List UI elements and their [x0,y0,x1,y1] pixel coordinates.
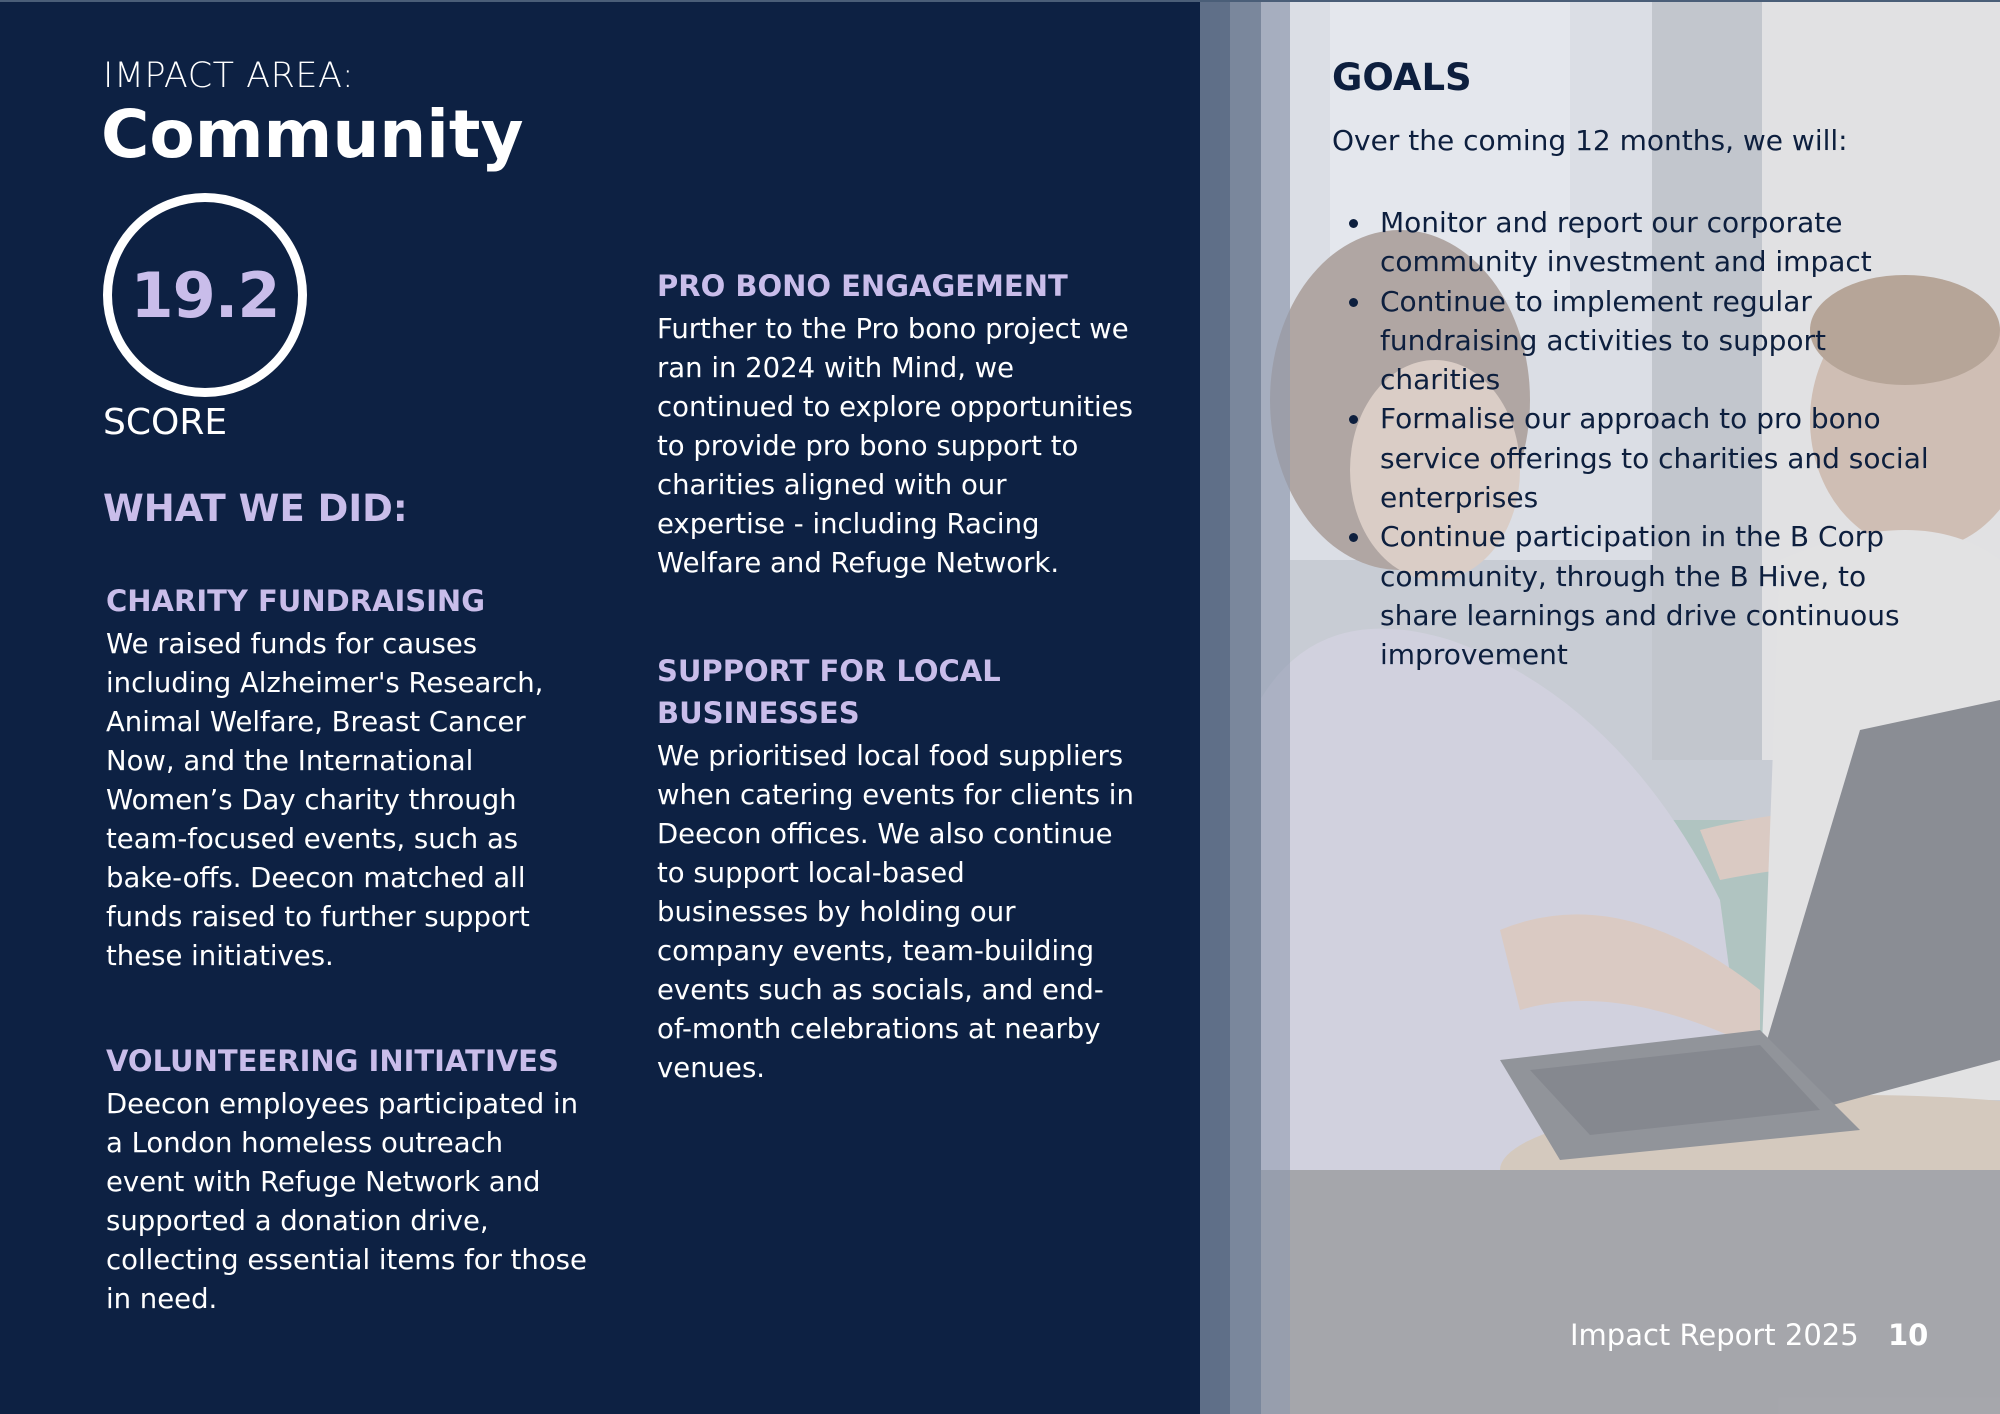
score-label: SCORE [103,402,228,443]
text-line: Animal Welfare, Breast Cancer [106,706,526,738]
text-line: supported a donation drive, [106,1205,489,1237]
text-line: Now, and the International [106,745,474,777]
section-body [657,310,1157,583]
goal-item [1332,282,1952,400]
text-line: Deecon offices. We also continue [657,818,1113,850]
page-number: 10 [1888,1318,1929,1352]
text-line: charities aligned with our [657,469,1007,501]
text-line: Monitor and report our corporate [1380,206,1843,239]
text-line: improvement [1380,638,1568,672]
stripe-light [1261,0,1290,1414]
text-line: events such as socials, and end- [657,974,1104,1006]
text-line: We prioritised local food suppliers [657,740,1124,772]
stripe-dark [1200,0,1230,1414]
text-line: to provide pro bono support to [657,430,1079,462]
goals-title: GOALS [1332,56,1472,99]
score-circle [103,193,307,397]
text-line: event with Refuge Network and [106,1166,541,1198]
text-line: team-focused events, such as [106,823,519,855]
text-line: funds raised to further support [106,901,530,933]
support-local-businesses-section [657,650,1157,1088]
footer-report-title: Impact Report 2025 [1570,1318,1859,1352]
text-line: expertise - including Racing [657,508,1040,540]
goal-item [1332,517,1952,674]
text-line: Women’s Day charity through [106,784,517,816]
top-border [0,0,2000,2]
text-line: charities [1380,363,1501,397]
section-body [106,625,606,976]
text-line: Formalise our approach to pro bono [1380,402,1881,436]
score-value: 19.2 [130,258,280,332]
text-line: continued to explore opportunities [657,391,1133,423]
page-title: Community [101,96,524,173]
section-title [657,650,1157,734]
text-line: Welfare and Refuge Network. [657,547,1060,579]
charity-fundraising-section [106,580,606,976]
text-line: ran in 2024 with Mind, we [657,352,1015,384]
text-line: including Alzheimer's Research, [106,667,544,699]
goal-item [1332,399,1952,517]
text-line: collecting essential items for those [106,1244,587,1276]
text-line: in need. [106,1283,218,1315]
section-title: VOLUNTEERING INITIATIVES [106,1044,559,1078]
goals-list [1332,203,1952,675]
text-line: company events, team-building [657,935,1095,967]
section-title: CHARITY FUNDRAISING [106,584,486,618]
text-line: Continue to implement regular [1380,284,1812,318]
section-title: PRO BONO ENGAGEMENT [657,269,1068,303]
stripe-mid [1230,0,1261,1414]
text-line: a London homeless outreach [106,1127,504,1159]
what-we-did-heading: WHAT WE DID: [103,487,408,530]
section-body [106,1085,606,1319]
text-line: We raised funds for causes [106,628,478,660]
text-line: to support local-based [657,857,965,889]
text-line: Continue participation in the B Corp [1380,520,1884,554]
text-line: service offerings to charities and social [1380,441,1929,475]
goals-intro: Over the coming 12 months, we will: [1332,124,1848,157]
text-line: these initiatives. [106,940,334,972]
text-line: of-month celebrations at nearby [657,1013,1101,1045]
impact-area-label: IMPACT AREA: [103,56,355,96]
text-line: when catering events for clients in [657,779,1134,811]
text-line: bake-offs. Deecon matched all [106,862,526,894]
text-line: fundraising activities to support [1380,323,1827,357]
text-line: community, through the B Hive, to [1380,559,1867,593]
section-title-line: BUSINESSES [657,696,860,730]
text-line: Further to the Pro bono project we [657,313,1129,345]
text-line: enterprises [1380,481,1539,515]
goal-item [1332,203,1952,282]
pro-bono-engagement-section [657,265,1157,583]
text-line: Deecon employees participated in [106,1088,579,1120]
text-line: venues. [657,1052,766,1084]
text-line: community investment and impact [1380,245,1872,279]
section-body [657,737,1157,1088]
volunteering-initiatives-section [106,1040,606,1319]
section-title-line: SUPPORT FOR LOCAL [657,654,1001,688]
text-line: businesses by holding our [657,896,1016,928]
text-line: share learnings and drive continuous [1380,598,1900,632]
